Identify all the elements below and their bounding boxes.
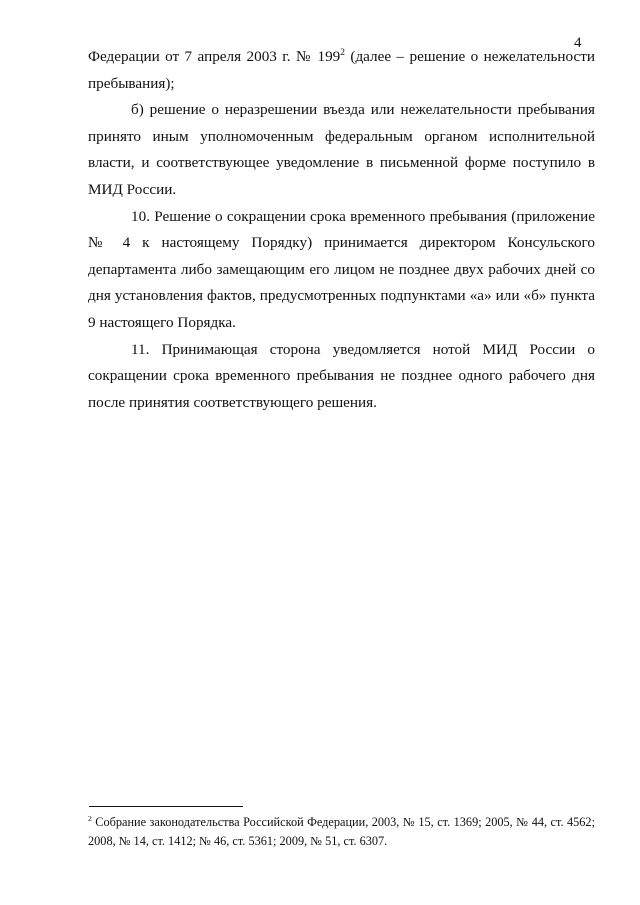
paragraph-item-10: 10. Решение о сокращении срока временного пребывания (приложение № 4 к настоящему Порядку) принимается директором Консульского департамента либо замещающим его лицом не позднее двух рабочих дней со дня установления фактов, предусмотренных подпунктами «а» или «б» пункта 9 настоящего Порядка.	[88, 207, 595, 331]
footnote	[88, 813, 595, 851]
document-body	[88, 44, 595, 416]
footnote-divider	[89, 806, 243, 807]
paragraph-text: (далее – решение о нежелательности пребывания);	[88, 48, 595, 92]
paragraph-item-11: 11. Принимающая сторона уведомляется нотой МИД России о сокращении срока временного пребывания не позднее одного рабочего дня после принятия соответствующего решения.	[88, 340, 595, 411]
paragraph-text: Федерации от 7 апреля 2003 г. № 199	[88, 48, 341, 65]
footnote-text: Собрание законодательства Российской Федерации, 2003, № 15, ст. 1369; 2005, № 44, ст. 4562; 2008, № 14, ст. 1412; № 46, ст. 5361; 2009, № 51, ст. 6307.	[88, 815, 595, 848]
paragraph-subitem-b: б) решение о неразрешении въезда или нежелательности пребывания принято иным уполномоченным федеральным органом исполнительной власти, и соответствующее уведомление в письменной форме поступило в МИД России.	[88, 101, 595, 198]
footnote-reference: 2	[340, 47, 345, 58]
paragraph-continuation	[88, 44, 595, 97]
page-number: 4	[574, 35, 582, 51]
footnote-marker: 2	[88, 813, 92, 823]
